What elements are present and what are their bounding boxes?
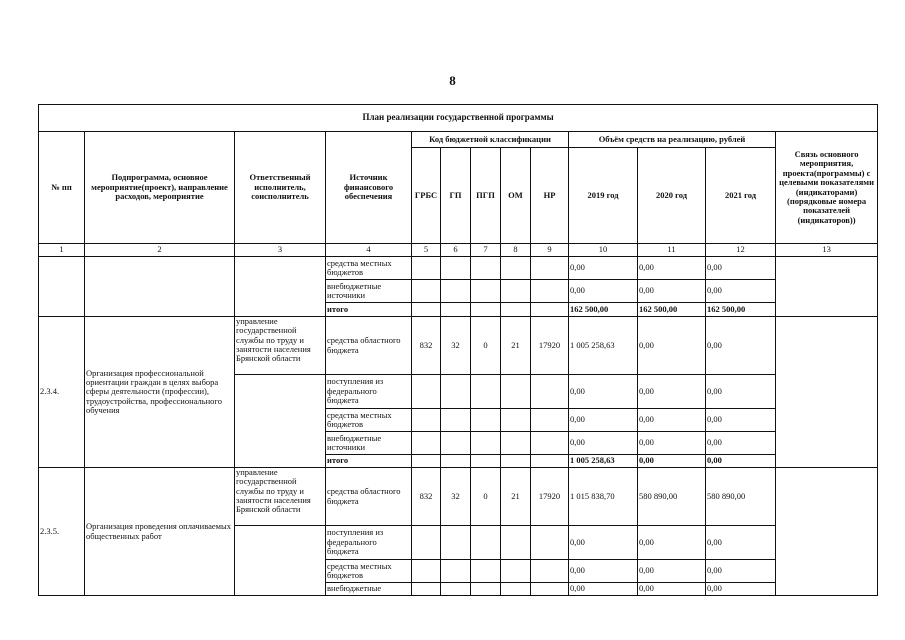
budget-plan-table — [38, 104, 878, 596]
column-number: 4 — [326, 244, 412, 257]
column-number: 7 — [471, 244, 501, 257]
amount-2021: 0,00 — [706, 280, 776, 303]
column-number: 13 — [776, 244, 878, 257]
column-number: 6 — [441, 244, 471, 257]
column-number: 1 — [39, 244, 85, 257]
column-number: 2 — [85, 244, 235, 257]
row-number: 2.3.5. — [39, 468, 85, 596]
code-gp: 32 — [441, 468, 471, 526]
amount-2020: 0,00 — [638, 409, 706, 432]
amount-2021: 0,00 — [706, 583, 776, 596]
amount-2020: 0,00 — [638, 526, 706, 560]
amount-2019: 0,00 — [569, 526, 638, 560]
column-number: 10 — [569, 244, 638, 257]
total-2019: 1 005 258,63 — [569, 455, 638, 468]
amount-2021: 0,00 — [706, 317, 776, 375]
amount-2020: 580 890,00 — [638, 468, 706, 526]
header-2021: 2021 год — [706, 148, 776, 244]
page-number: 8 — [449, 73, 456, 88]
amount-2020: 0,00 — [638, 560, 706, 583]
amount-2021: 0,00 — [706, 432, 776, 455]
header-gp: ГП — [441, 148, 471, 244]
header-source: Источник финансового обеспечения — [326, 132, 412, 244]
amount-2019: 1 015 838,70 — [569, 468, 638, 526]
source-cell: средства областного бюджета — [326, 468, 412, 526]
row-number: 2.3.4. — [39, 317, 85, 468]
executor-cell: управление государственной службы по труду и занятости населения Брянской области — [235, 468, 326, 526]
header-executor: Ответственный исполнитель, соисполнитель — [235, 132, 326, 244]
source-cell: поступления из федерального бюджета — [326, 375, 412, 409]
amount-2020: 0,00 — [638, 432, 706, 455]
table-title: План реализации государственной программы — [39, 105, 878, 132]
amount-2020: 0,00 — [638, 257, 706, 280]
source-cell: средства местных бюджетов — [326, 409, 412, 432]
header-link: Связь основного мероприятия, проекта(программы) с целевыми показателями (индикаторами) (порядковые номера показателей (индикаторов)) — [776, 132, 878, 244]
header-subprogram: Подпрограмма, основное мероприятие(проект), направление расходов, мероприятие — [85, 132, 235, 244]
table-row — [39, 317, 878, 375]
total-2021: 0,00 — [706, 455, 776, 468]
amount-2019: 0,00 — [569, 560, 638, 583]
column-number: 9 — [531, 244, 569, 257]
source-cell: средства областного бюджета — [326, 317, 412, 375]
total-2020: 162 500,00 — [638, 303, 706, 317]
table-row — [39, 468, 878, 526]
amount-2021: 0,00 — [706, 257, 776, 280]
code-nr: 17920 — [531, 468, 569, 526]
header-volume: Объём средств на реализацию, рублей — [569, 132, 776, 148]
column-number: 5 — [412, 244, 441, 257]
amount-2019: 0,00 — [569, 375, 638, 409]
source-cell: средства местных бюджетов — [326, 257, 412, 280]
column-number: 12 — [706, 244, 776, 257]
code-om: 21 — [501, 468, 531, 526]
amount-2019: 1 005 258,63 — [569, 317, 638, 375]
source-cell: средства местных бюджетов — [326, 560, 412, 583]
amount-2019: 0,00 — [569, 409, 638, 432]
amount-2019: 0,00 — [569, 280, 638, 303]
code-nr: 17920 — [531, 317, 569, 375]
code-gp: 32 — [441, 317, 471, 375]
code-om: 21 — [501, 317, 531, 375]
code-pgp: 0 — [471, 317, 501, 375]
header-om: ОМ — [501, 148, 531, 244]
amount-2020: 0,00 — [638, 375, 706, 409]
total-2020: 0,00 — [638, 455, 706, 468]
amount-2020: 0,00 — [638, 583, 706, 596]
header-pgp: ПГП — [471, 148, 501, 244]
amount-2020: 0,00 — [638, 317, 706, 375]
table-row — [39, 257, 878, 280]
code-pgp: 0 — [471, 468, 501, 526]
measure-name: Организация проведения оплачиваемых общественных работ — [85, 468, 235, 596]
source-cell: внебюджетные источники — [326, 280, 412, 303]
amount-2019: 0,00 — [569, 257, 638, 280]
column-number-row — [39, 244, 878, 257]
source-cell-total: итого — [326, 303, 412, 317]
code-grbs: 832 — [412, 317, 441, 375]
amount-2020: 0,00 — [638, 280, 706, 303]
header-budget-code: Код бюджетной классификации — [412, 132, 569, 148]
amount-2021: 0,00 — [706, 375, 776, 409]
header-2020: 2020 год — [638, 148, 706, 244]
amount-2021: 0,00 — [706, 409, 776, 432]
total-2019: 162 500,00 — [569, 303, 638, 317]
header-grbs: ГРБС — [412, 148, 441, 244]
amount-2019: 0,00 — [569, 583, 638, 596]
source-cell-total: итого — [326, 455, 412, 468]
header-2019: 2019 год — [569, 148, 638, 244]
column-number: 8 — [501, 244, 531, 257]
measure-name: Организация профессиональной ориентации граждан в целях выбора сферы деятельности (профессии), трудоустройства, профессионального обучения — [85, 317, 235, 468]
code-grbs: 832 — [412, 468, 441, 526]
amount-2021: 0,00 — [706, 560, 776, 583]
amount-2021: 0,00 — [706, 526, 776, 560]
amount-2021: 580 890,00 — [706, 468, 776, 526]
source-cell: внебюджетные источники — [326, 432, 412, 455]
amount-2019: 0,00 — [569, 432, 638, 455]
column-number: 11 — [638, 244, 706, 257]
source-cell: внебюджетные — [326, 583, 412, 596]
header-no: № пп — [39, 132, 85, 244]
column-number: 3 — [235, 244, 326, 257]
source-cell: поступления из федерального бюджета — [326, 526, 412, 560]
header-nr: НР — [531, 148, 569, 244]
total-2021: 162 500,00 — [706, 303, 776, 317]
executor-cell: управление государственной службы по труду и занятости населения Брянской области — [235, 317, 326, 375]
